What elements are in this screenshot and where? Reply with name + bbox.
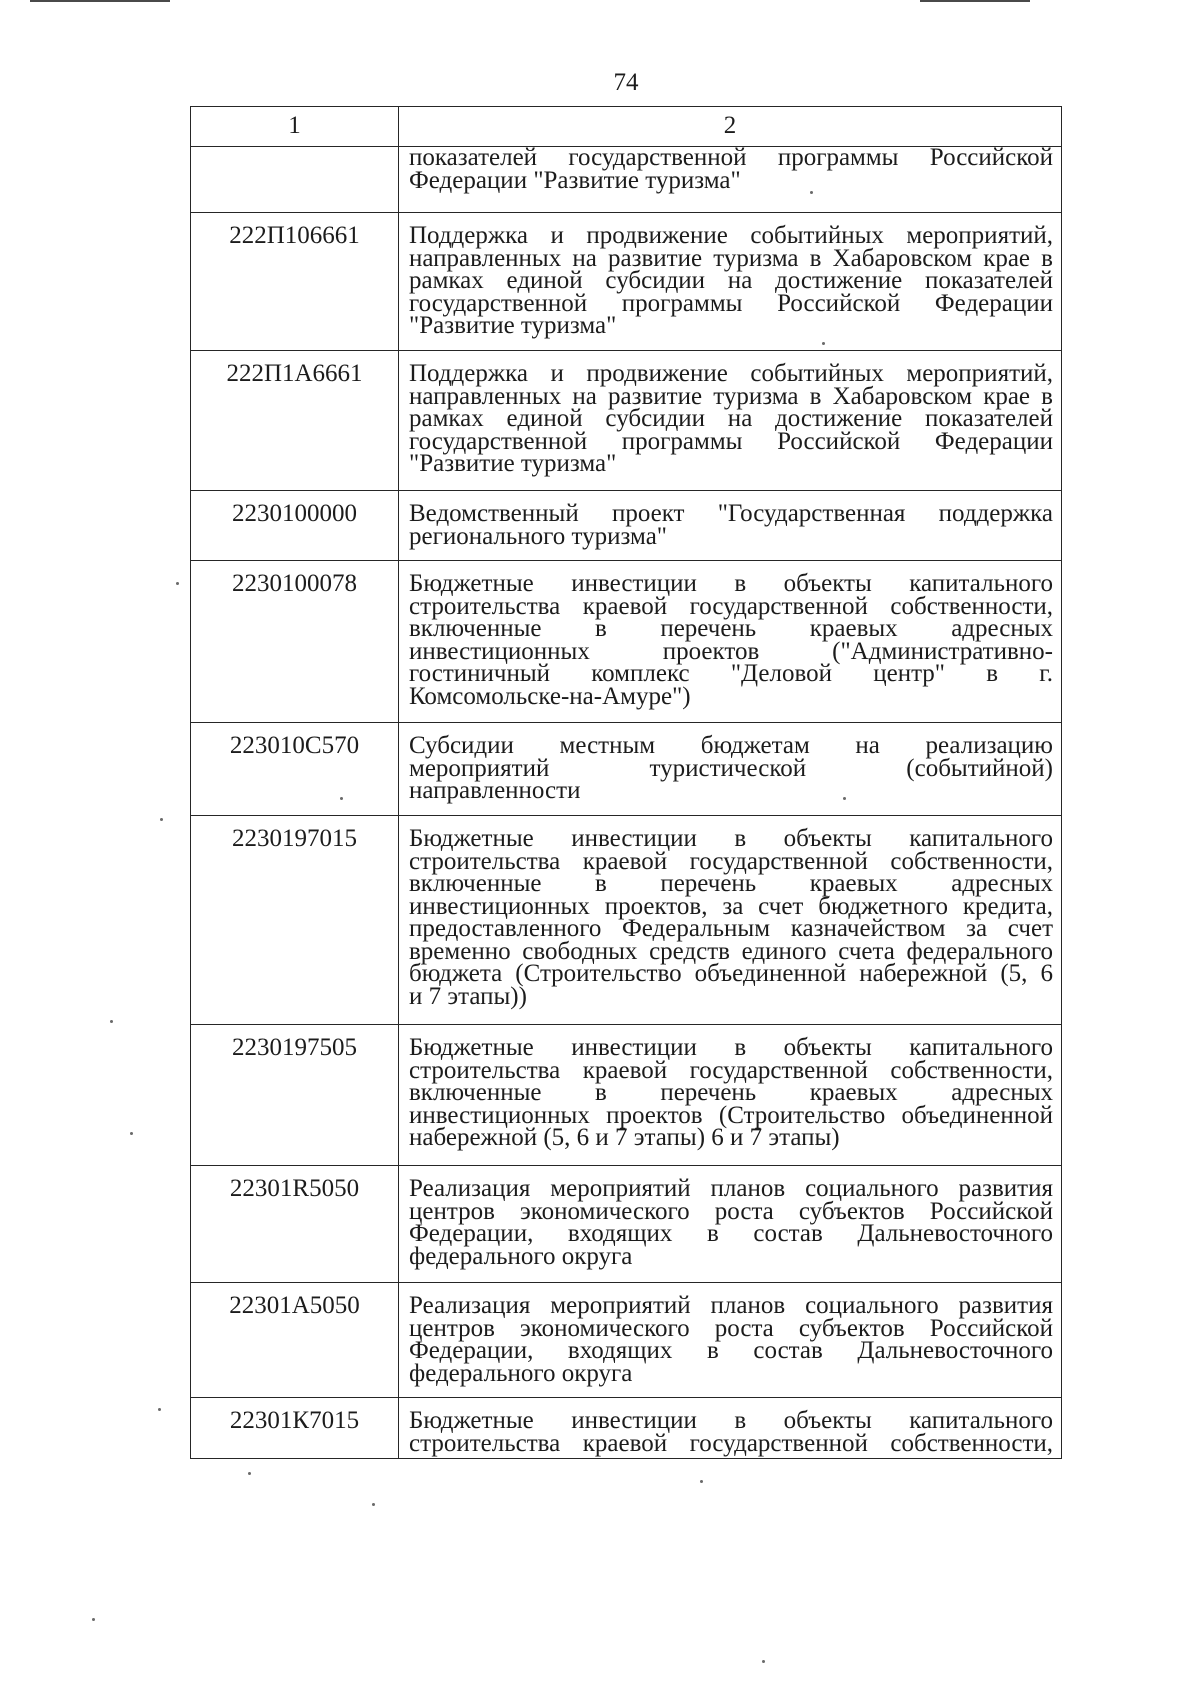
description-line: регионального туризма"	[409, 522, 668, 550]
header-col2: 2	[723, 112, 737, 140]
description-line: включенные в перечень краевых адресных	[409, 615, 1053, 642]
description-line: "Развитие туризма"	[409, 312, 617, 339]
description-line: Субсидии местным бюджетам на реализацию	[409, 732, 1053, 759]
budget-code: 2230197015	[191, 816, 399, 1024]
description-line: Ведомственный проект "Государственная поддержка	[409, 500, 1053, 527]
scan-edge-line	[920, 0, 1030, 2]
row-description	[399, 723, 1061, 815]
description-line: направленных на развитие туризма в Хабаровском крае в	[409, 382, 1053, 410]
description-line: строительства краевой государственной собственности,	[409, 1056, 1053, 1084]
budget-code-table	[190, 106, 1062, 1459]
table-row	[191, 491, 1061, 561]
scan-speck	[810, 191, 813, 194]
description-line: Федерации, входящих в состав Дальневосточного	[409, 1337, 1053, 1364]
description-line: Поддержка и продвижение событийных мероприятий,	[409, 360, 1053, 387]
description-line: Комсомольске-на-Амуре")	[409, 682, 691, 710]
budget-code: 222П1А6661	[191, 351, 399, 490]
table-row	[191, 816, 1061, 1025]
description-line: Федерации "Развитие туризма"	[409, 166, 741, 194]
row-description	[399, 351, 1061, 490]
table-row	[191, 1398, 1061, 1459]
description-line: Бюджетные инвестиции в объекты капитального	[409, 825, 1053, 852]
description-line: рамках единой субсидии на достижение показателей	[409, 405, 1053, 432]
description-line: строительства краевой государственной собственности,	[409, 1429, 1053, 1457]
description-line: предоставленного Федеральным казначейством за счет	[409, 915, 1053, 942]
budget-code: 223010С570	[191, 723, 399, 815]
description-line: Бюджетные инвестиции в объекты капитального	[409, 1407, 1053, 1434]
budget-code: 22301К7015	[191, 1398, 399, 1458]
description-line: и 7 этапы))	[409, 982, 527, 1010]
description-line: федерального округа	[409, 1242, 633, 1270]
description-line: строительства краевой государственной собственности,	[409, 847, 1053, 875]
description-line: строительства краевой государственной собственности,	[409, 592, 1053, 620]
budget-code: 2230100000	[191, 491, 399, 560]
description-line: включенные в перечень краевых адресных	[409, 870, 1053, 897]
description-line: мероприятий туристической (событийной)	[409, 754, 1053, 782]
description-line: государственной программы Российской Федерации	[409, 427, 1053, 455]
scan-speck	[92, 1618, 95, 1621]
description-line: государственной программы Российской Федерации	[409, 289, 1053, 317]
table-row	[191, 351, 1061, 491]
scan-speck	[248, 1472, 251, 1475]
description-line: Бюджетные инвестиции в объекты капитального	[409, 570, 1053, 597]
description-line: временно свободных средств единого счета федерального	[409, 937, 1053, 965]
budget-code: 22301А5050	[191, 1283, 399, 1397]
budget-code: 22301R5050	[191, 1166, 399, 1282]
row-description	[399, 816, 1061, 1024]
table-row	[191, 1025, 1061, 1166]
row-description	[399, 1025, 1061, 1165]
scan-speck	[340, 797, 343, 800]
budget-code: 222П106661	[191, 213, 399, 350]
row-description	[399, 491, 1061, 560]
row-description	[399, 1398, 1061, 1458]
table-row	[191, 144, 1061, 213]
description-line: инвестиционных проектов (Строительство объединенной	[409, 1101, 1053, 1129]
description-line: инвестиционных проектов, за счет бюджетного кредита,	[409, 892, 1053, 920]
row-description	[399, 1166, 1061, 1282]
description-line: рамках единой субсидии на достижение показателей	[409, 267, 1053, 294]
description-line: направленных на развитие туризма в Хабаровском крае в	[409, 244, 1053, 272]
table-header-row	[191, 107, 1061, 147]
scan-speck	[822, 342, 825, 345]
description-line: набережной (5, 6 и 7 этапы) 6 и 7 этапы)	[409, 1124, 840, 1151]
row-description	[399, 213, 1061, 350]
description-line: Реализация мероприятий планов социального развития	[409, 1292, 1053, 1319]
description-line: федерального округа	[409, 1359, 633, 1387]
description-line: включенные в перечень краевых адресных	[409, 1079, 1053, 1106]
scan-speck	[158, 1408, 161, 1411]
row-description	[399, 144, 1061, 212]
budget-code: 2230100078	[191, 561, 399, 722]
description-line: Поддержка и продвижение событийных мероприятий,	[409, 222, 1053, 249]
description-line: центров экономического роста субъектов Российской	[409, 1314, 1053, 1342]
scan-speck	[160, 818, 163, 821]
description-line: направленности	[409, 777, 581, 804]
description-line: Реализация мероприятий планов социального развития	[409, 1175, 1053, 1202]
table-row	[191, 213, 1061, 351]
description-line: показателей государственной программы Российской	[409, 144, 1053, 171]
description-line: "Развитие туризма"	[409, 450, 617, 477]
table-row	[191, 1166, 1061, 1283]
row-description	[399, 1283, 1061, 1397]
scan-speck	[130, 1132, 133, 1135]
table-row	[191, 723, 1061, 816]
description-line: Федерации, входящих в состав Дальневосточного	[409, 1220, 1053, 1247]
description-line: инвестиционных проектов ("Административно-	[409, 637, 1053, 665]
description-line: гостиничный комплекс "Деловой центр" в г.	[409, 660, 1053, 687]
description-line: центров экономического роста субъектов Российской	[409, 1197, 1053, 1225]
budget-code	[191, 147, 399, 212]
row-description	[399, 561, 1061, 722]
scan-speck	[762, 1660, 765, 1663]
description-line: Бюджетные инвестиции в объекты капитального	[409, 1034, 1053, 1061]
header-col1: 1	[191, 107, 399, 146]
scan-speck	[700, 1480, 703, 1483]
page-number: 74	[613, 69, 639, 96]
budget-code: 2230197505	[191, 1025, 399, 1165]
scan-speck	[372, 1503, 375, 1506]
scan-speck	[110, 1020, 113, 1023]
table-row	[191, 1283, 1061, 1398]
description-line: бюджета (Строительство объединенной набережной (5, 6	[409, 960, 1053, 987]
scan-edge-line	[30, 0, 170, 2]
scan-speck	[176, 582, 179, 585]
table-row	[191, 561, 1061, 723]
scan-speck	[843, 797, 846, 800]
